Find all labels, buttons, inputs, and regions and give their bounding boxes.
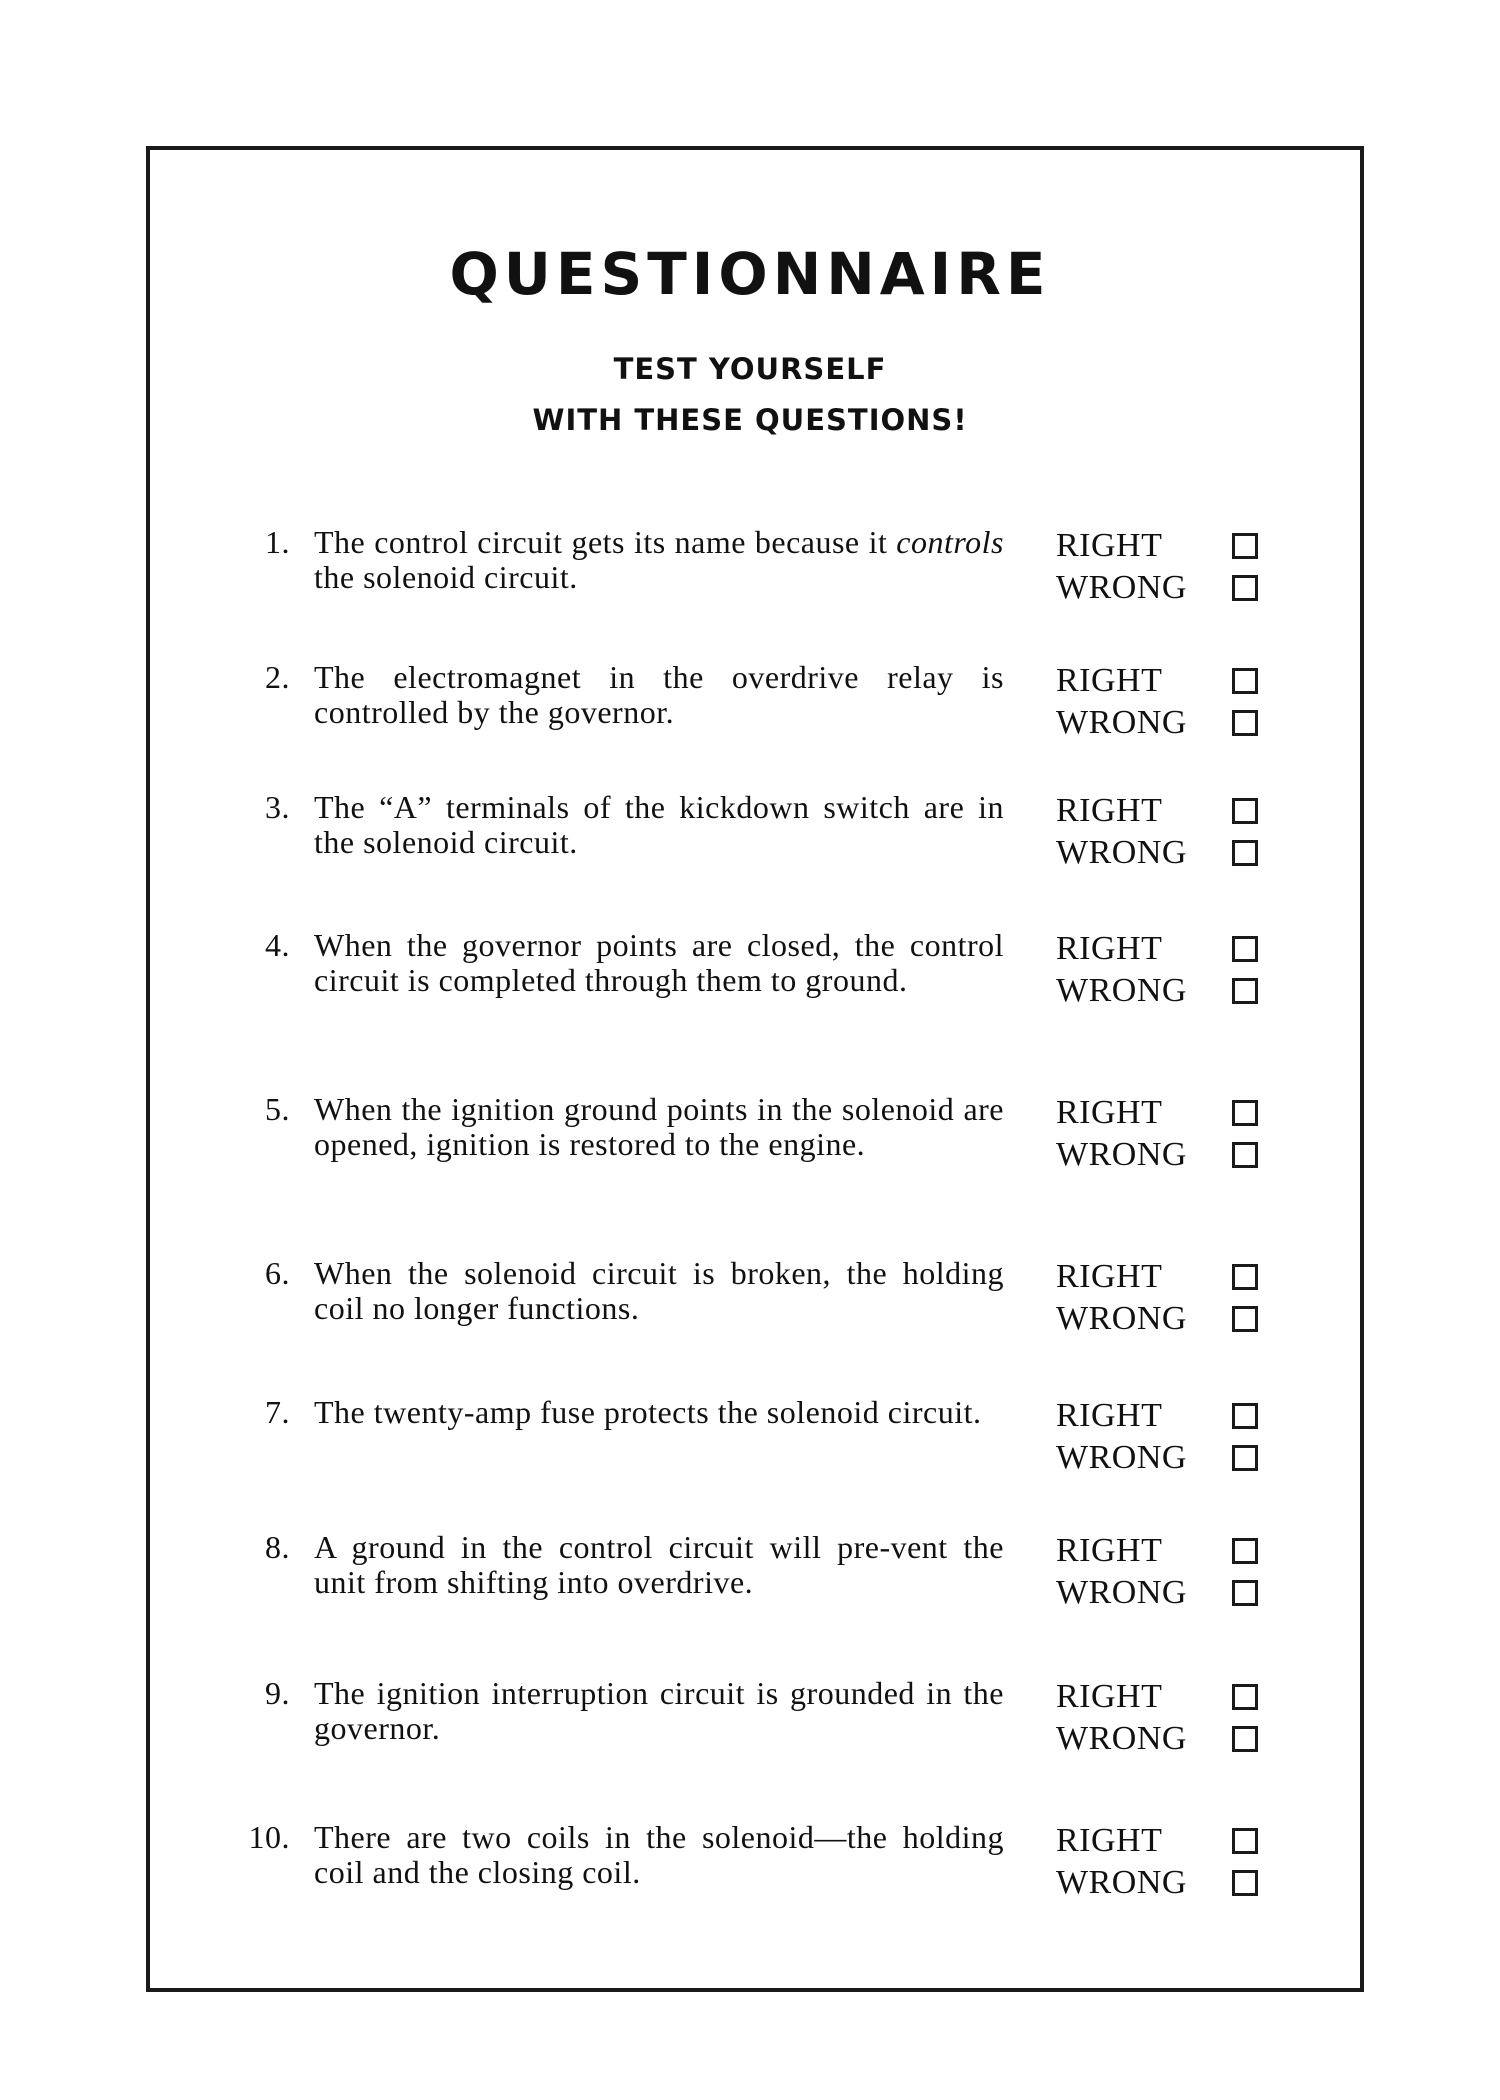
answer-right (1056, 1820, 1276, 1862)
subtitle-line-1: TEST YOURSELF (613, 352, 887, 386)
answer-wrong (1056, 1862, 1276, 1904)
question-text: The ignition interruption circuit is grounded in the governor. (314, 1675, 1004, 1746)
answer-wrong (1056, 1718, 1276, 1760)
answer-options (1056, 1676, 1276, 1760)
answer-options (1056, 525, 1276, 609)
answer-wrong-checkbox[interactable] (1232, 978, 1258, 1004)
question-number: 10. (248, 1819, 290, 1855)
subtitle-line-2: WITH THESE QUESTIONS! (532, 403, 968, 437)
question-number: 2. (265, 659, 290, 695)
answer-right (1056, 1676, 1276, 1718)
answer-right-label: RIGHT (1056, 662, 1163, 699)
answer-wrong (1056, 1437, 1276, 1479)
answer-wrong-checkbox[interactable] (1232, 1142, 1258, 1168)
question-text: The “A” terminals of the kickdown switch are in the solenoid circuit. (314, 789, 1004, 860)
question-number: 5. (265, 1091, 290, 1127)
answer-right (1056, 790, 1276, 832)
answer-wrong (1056, 1572, 1276, 1614)
answer-right-label: RIGHT (1056, 930, 1163, 967)
question-number: 8. (265, 1529, 290, 1565)
answer-wrong-label: WRONG (1056, 972, 1187, 1009)
question-text: When the ignition ground points in the solenoid are opened, ignition is restored to the engine. (314, 1091, 1004, 1162)
answer-wrong-label: WRONG (1056, 569, 1187, 606)
answer-right-label: RIGHT (1056, 1397, 1163, 1434)
answer-options (1056, 1530, 1276, 1614)
answer-right (1056, 525, 1276, 567)
answer-right-label: RIGHT (1056, 527, 1163, 564)
answer-wrong-checkbox[interactable] (1232, 1445, 1258, 1471)
answer-wrong (1056, 832, 1276, 874)
answer-options (1056, 1395, 1276, 1479)
answer-right-checkbox[interactable] (1232, 668, 1258, 694)
page-title: QUESTIONNAIRE (449, 240, 1051, 308)
answer-right-label: RIGHT (1056, 1094, 1163, 1131)
answer-right (1056, 1092, 1276, 1134)
answer-options (1056, 1092, 1276, 1176)
answer-right-label: RIGHT (1056, 1532, 1163, 1569)
question-text: A ground in the control circuit will pre-vent the unit from shifting into overdrive. (314, 1529, 1004, 1600)
question-text: The control circuit gets its name because it controls the solenoid circuit. (314, 524, 1004, 595)
answer-right (1056, 928, 1276, 970)
answer-options (1056, 1820, 1276, 1904)
answer-right-checkbox[interactable] (1232, 936, 1258, 962)
question-number: 7. (265, 1394, 290, 1430)
answer-right-label: RIGHT (1056, 1822, 1163, 1859)
answer-right-checkbox[interactable] (1232, 1100, 1258, 1126)
answer-right-checkbox[interactable] (1232, 533, 1258, 559)
answer-wrong-checkbox[interactable] (1232, 1580, 1258, 1606)
answer-wrong-checkbox[interactable] (1232, 1870, 1258, 1896)
answer-wrong (1056, 970, 1276, 1012)
answer-wrong (1056, 1298, 1276, 1340)
question-text: The electromagnet in the overdrive relay is controlled by the governor. (314, 659, 1004, 730)
answer-right-checkbox[interactable] (1232, 1538, 1258, 1564)
answer-wrong-label: WRONG (1056, 1574, 1187, 1611)
answer-wrong (1056, 702, 1276, 744)
answer-wrong-checkbox[interactable] (1232, 575, 1258, 601)
answer-right-label: RIGHT (1056, 1678, 1163, 1715)
question-number: 9. (265, 1675, 290, 1711)
answer-wrong-label: WRONG (1056, 1136, 1187, 1173)
question-number: 1. (265, 524, 290, 560)
answer-right-checkbox[interactable] (1232, 798, 1258, 824)
answer-wrong-label: WRONG (1056, 1720, 1187, 1757)
answer-right-label: RIGHT (1056, 1258, 1163, 1295)
answer-wrong-checkbox[interactable] (1232, 1306, 1258, 1332)
answer-wrong-label: WRONG (1056, 1300, 1187, 1337)
answer-right-checkbox[interactable] (1232, 1828, 1258, 1854)
answer-right (1056, 1530, 1276, 1572)
answer-right (1056, 660, 1276, 702)
answer-right (1056, 1256, 1276, 1298)
answer-wrong-label: WRONG (1056, 704, 1187, 741)
answer-wrong-checkbox[interactable] (1232, 710, 1258, 736)
question-number: 6. (265, 1255, 290, 1291)
question-number: 3. (265, 789, 290, 825)
question-text: There are two coils in the solenoid—the holding coil and the closing coil. (314, 1819, 1004, 1890)
answer-wrong-label: WRONG (1056, 1439, 1187, 1476)
answer-right-checkbox[interactable] (1232, 1264, 1258, 1290)
answer-right-checkbox[interactable] (1232, 1403, 1258, 1429)
question-number: 4. (265, 927, 290, 963)
answer-right-label: RIGHT (1056, 792, 1163, 829)
answer-options (1056, 1256, 1276, 1340)
answer-options (1056, 928, 1276, 1012)
answer-wrong-label: WRONG (1056, 834, 1187, 871)
answer-options (1056, 660, 1276, 744)
answer-wrong (1056, 567, 1276, 609)
answer-options (1056, 790, 1276, 874)
question-text: The twenty-amp fuse protects the solenoid circuit. (314, 1394, 982, 1430)
answer-wrong-checkbox[interactable] (1232, 840, 1258, 866)
answer-right-checkbox[interactable] (1232, 1684, 1258, 1710)
answer-right (1056, 1395, 1276, 1437)
answer-wrong (1056, 1134, 1276, 1176)
question-text: When the solenoid circuit is broken, the holding coil no longer functions. (314, 1255, 1004, 1326)
question-text: When the governor points are closed, the control circuit is completed through them to ground. (314, 927, 1004, 998)
answer-wrong-checkbox[interactable] (1232, 1726, 1258, 1752)
answer-wrong-label: WRONG (1056, 1864, 1187, 1901)
